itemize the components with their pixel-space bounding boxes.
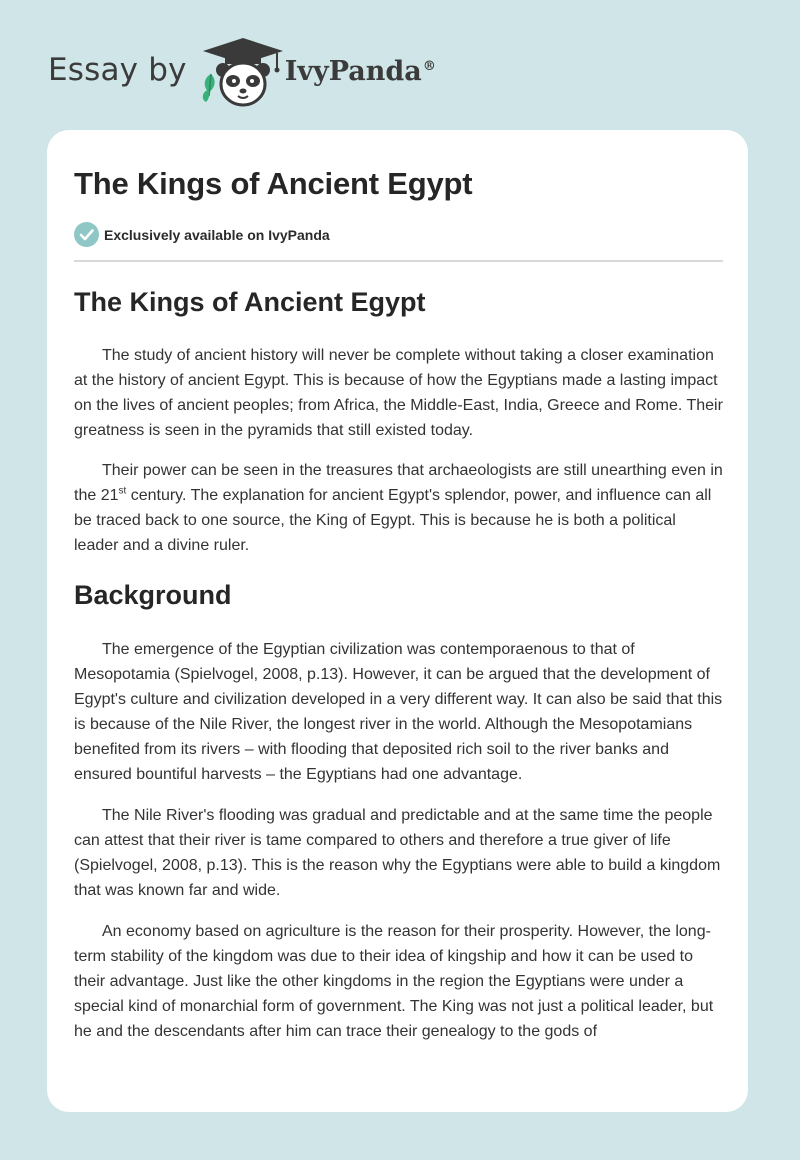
paragraph: The study of ancient history will never be complete without taking a closer examination at the history of ancient Egypt. This is because of how the Egyptians made a lasting impact on the lives of ancient peoples; from Africa, the Middle-East, India, Greece and Rome. Their greatness is seen in the pyramids that still existed today.: [74, 347, 723, 439]
site-brand[interactable]: [48, 34, 436, 110]
section-heading: Background: [74, 580, 232, 610]
paragraph-text: century. The explanation for ancient Egypt's splendor, power, and influence can all be traced back to one source, the King of Egypt. This is because he is both a political leader and a divine ruler.: [74, 487, 712, 554]
paragraph: The emergence of the Egyptian civilization was contemporaenous to that of Mesopotamia (Spielvogel, 2008, p.13). However, it can be argued that the development of Egypt's culture and civilization developed in a very different way. It can also be said that this is because of the Nile River, the longest river in the world. Although the Mesopotamians benefited from its rivers – with flooding that deposited rich soil to the river banks and ensured bountiful harvests – the Egyptians had one advantage.: [74, 641, 723, 783]
paragraph: The Nile River's flooding was gradual and predictable and at the same time the people can attest that their river is tame compared to others and therefore a true giver of life (Spielvogel, 2008, p.13). This is the reason why the Egyptians were able to build a kingdom that was known far and wide.: [74, 807, 721, 899]
paragraph: [74, 458, 723, 558]
paragraph: An economy based on agriculture is the reason for their prosperity. However, the long-term stability of the kingdom was due to their idea of kingship and how it can be used to their advantage. Just like the other kingdoms in the region the Egyptians were under a special kind of monarchial form of government. The King was not just a political leader, but he and the descendants after him can trace their genealogy to the gods of: [74, 923, 714, 1040]
panda-graduate-icon: [197, 34, 289, 110]
divider: [74, 260, 723, 262]
page-title: The Kings of Ancient Egypt: [74, 166, 473, 201]
ordinal-suffix: st: [118, 485, 127, 497]
exclusive-label: Exclusively available on IvyPanda: [104, 226, 330, 243]
brand-prefix: Essay by: [48, 52, 187, 88]
paragraph-text: Their power can be seen in the treasures that archaeologists are still unearthing even in the 21: [74, 462, 723, 504]
check-circle-icon: [74, 222, 99, 247]
section-heading: The Kings of Ancient Egypt: [74, 287, 426, 317]
exclusive-badge: [74, 222, 330, 247]
essay-card: [47, 130, 748, 1112]
brand-name: IvyPanda®: [284, 55, 436, 87]
